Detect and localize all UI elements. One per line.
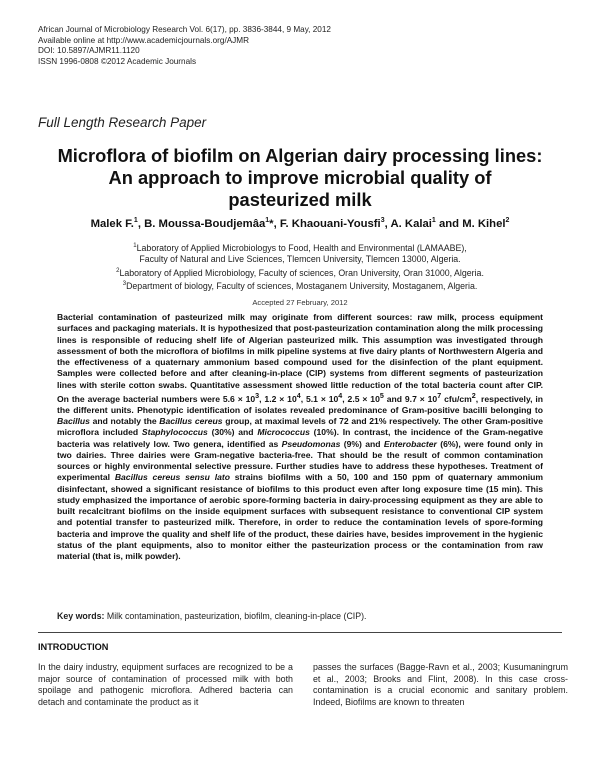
author-separator: , <box>137 217 145 230</box>
abstract-text: (30%) and <box>207 427 258 438</box>
accepted-date: Accepted 27 February, 2012 <box>252 298 348 307</box>
introduction-heading: INTRODUCTION <box>38 642 109 652</box>
keywords <box>57 611 543 621</box>
exponent: 7 <box>437 391 442 400</box>
species-name: Bacillus cereus sensu lato <box>114 472 230 483</box>
abstract-text: (10%). In contrast, the incidence of the Gram-negative bacteria was relatively low. Two genera, identified as <box>57 427 543 449</box>
affiliation-3 <box>30 279 570 292</box>
paper-title <box>30 145 570 211</box>
abstract <box>57 312 543 562</box>
available-online-line: Available online at http://www.academicjournals.org/AJMR <box>38 35 250 45</box>
intro-left-column: In the dairy industry, equipment surfaces are recognized to be a major source of contamination of processed milk with both spoilage and pathogenic microflora. Adhered bacteria can detach and contaminate the product as it <box>38 662 293 707</box>
keywords-label: Key words: <box>57 611 105 621</box>
abstract-text: group, at maximal levels of 72 and 21% respectively. The other Gram-positive microflora included <box>57 416 543 438</box>
affiliation-text: Department of biology, Faculty of sciences, Mostaganem University, Mostaganem, Algeria. <box>126 280 478 291</box>
affiliation-mark: 3 <box>122 280 127 287</box>
exponent: 2 <box>471 391 476 400</box>
abstract-text: (6%), were found only in two dairies. Three dairies were Gram-negative bacteria-free. That should be the result of common contamination sources or highly environmental selective pressure. Further studies have to address these hypotheses. Treatment of experimental <box>57 438 543 483</box>
author-list <box>30 217 570 230</box>
species-name: Bacillus cereus <box>159 416 223 427</box>
title-line-2: An approach to improve microbial quality of <box>108 167 492 188</box>
abstract-paragraph <box>57 312 543 562</box>
journal-header <box>38 25 331 67</box>
author-affil-mark: 2 <box>505 217 510 224</box>
author-name: Malek F. <box>90 217 134 230</box>
section-divider <box>38 632 562 633</box>
genus-name: Bacillus <box>57 416 90 427</box>
affiliation-text: Laboratory of Applied Microbiologys to Food, Health and Environmental (LAMAABE), <box>136 242 467 253</box>
author-affil-mark: 1 <box>133 217 138 224</box>
abstract-text: , 5.1 × 10 <box>300 393 339 404</box>
affiliation-mark: 2 <box>116 267 120 274</box>
intro-right-column: passes the surfaces (Bagge-Ravn et al., 2003; Kusumaningrum et al., 2003; Brooks and Flint, 2008). In this case cross-contamination is a crucial economic and sanitary problem. Indeed, Biofilms are known to threaten <box>313 662 568 707</box>
abstract-text: , 1.2 × 10 <box>259 393 297 404</box>
abstract-text: Bacterial contamination of pasteurized milk may originate from different sources: raw milk, process equipment surfaces and packaging materials. It is hypothesized that post-pasteurization contamination along the milk processing lines is responsible of reducing shelf life of Algerian pasteurized milk. This assumption was investigated through assessment of both the microflora of biofilms in milk pipeline systems at five dairy plants of Northwestern Algeria and the effectiveness of a quaternary ammonium based compound used for the disinfection of the plant equipment. Samples were collected before and after cleaning-in-place (CIP) systems from different segments of pasteurization lines with sterile cotton swabs. Quantitative assessment showed little reduction of the total bacteria count after CIP. On the average bacterial numbers were 5.6 × 10 <box>57 312 543 404</box>
exponent: 3 <box>255 391 260 400</box>
author-separator: , <box>384 217 391 230</box>
journal-line: African Journal of Microbiology Research Vol. 6(17), pp. 3836-3844, 9 May, 2012 <box>38 25 331 34</box>
genus-name: Enterobacter <box>383 438 437 449</box>
exponent: 4 <box>338 391 343 400</box>
exponent: 5 <box>379 391 384 400</box>
doi-line: DOI: 10.5897/AJMR11.1120 <box>38 46 140 56</box>
author-name: B. Moussa-Boudjemâa <box>144 217 266 230</box>
author-affil-mark: 1 <box>265 217 270 224</box>
affiliation-1 <box>30 241 570 254</box>
exponent: 4 <box>296 391 301 400</box>
author-name: F. Khaouani-Yousfi <box>279 217 381 230</box>
title-line-3: pasteurized milk <box>228 189 372 210</box>
affiliations <box>30 241 570 292</box>
genus-name: Staphylococcus <box>141 427 208 438</box>
genus-name: Micrococcus <box>257 427 310 438</box>
genus-name: Pseudomonas <box>281 438 341 449</box>
issn-line: ISSN 1996-0808 ©2012 Academic Journals <box>38 56 197 66</box>
abstract-text: and 9.7 × 10 <box>383 393 438 404</box>
abstract-text: (9%) and <box>340 438 384 449</box>
abstract-text: and notably the <box>89 416 160 427</box>
affiliation-1-cont: Faculty of Natural and Live Sciences, Tlemcen University, Tlemcen 13000, Algeria. <box>139 254 461 265</box>
affiliation-mark: 1 <box>133 243 137 249</box>
abstract-text: , 2.5 × 10 <box>342 393 380 404</box>
author-separator: and <box>435 217 463 230</box>
author-affil-mark: 3 <box>380 217 385 224</box>
abstract-text: , respectively, in the different units. Phenotypic identification of isolates revealed predominance of Gram-positive bacilli belonging to <box>57 393 544 415</box>
abstract-text: strains biofilms with a 50, 100 and 150 ppm of quaternary ammonium disinfectant, showed a significant resistance of biofilms to this product even after long exposure time (15 min). This study emphasized the importance of aerobic spore-forming bacteria in dairy-processing equipment as they are able to built recalcitrant biofilms on the inside equipment surfaces with subsequent resistance to conventional CIP system and potential transfer to pasteurized milk. Therefore, in order to reduce the contamination levels of spore-forming bacteria and improve the quality and shelf life of the product, these dairies have, besides improvement in the hygienic status of the plant equipments, also to monitor either the pasteurization process or the contamination from raw material (that is, milk powder). <box>57 472 543 562</box>
author-name: M. Kihel <box>462 217 506 230</box>
paper-type: Full Length Research Paper <box>38 115 207 130</box>
keywords-text: Milk contamination, pasteurization, biofilm, cleaning-in-place (CIP). <box>104 611 367 621</box>
title-line-1: Microflora of biofilm on Algerian dairy processing lines: <box>57 145 543 166</box>
author-separator: *, <box>269 217 280 230</box>
affiliation-2 <box>30 266 570 279</box>
author-name: A. Kalai <box>390 217 432 230</box>
affiliation-text: Laboratory of Applied Microbiology, Faculty of sciences, Oran University, Oran 31000, Algeria. <box>119 267 484 278</box>
author-affil-mark: 1 <box>431 217 436 224</box>
abstract-text: cfu/cm <box>441 393 472 404</box>
